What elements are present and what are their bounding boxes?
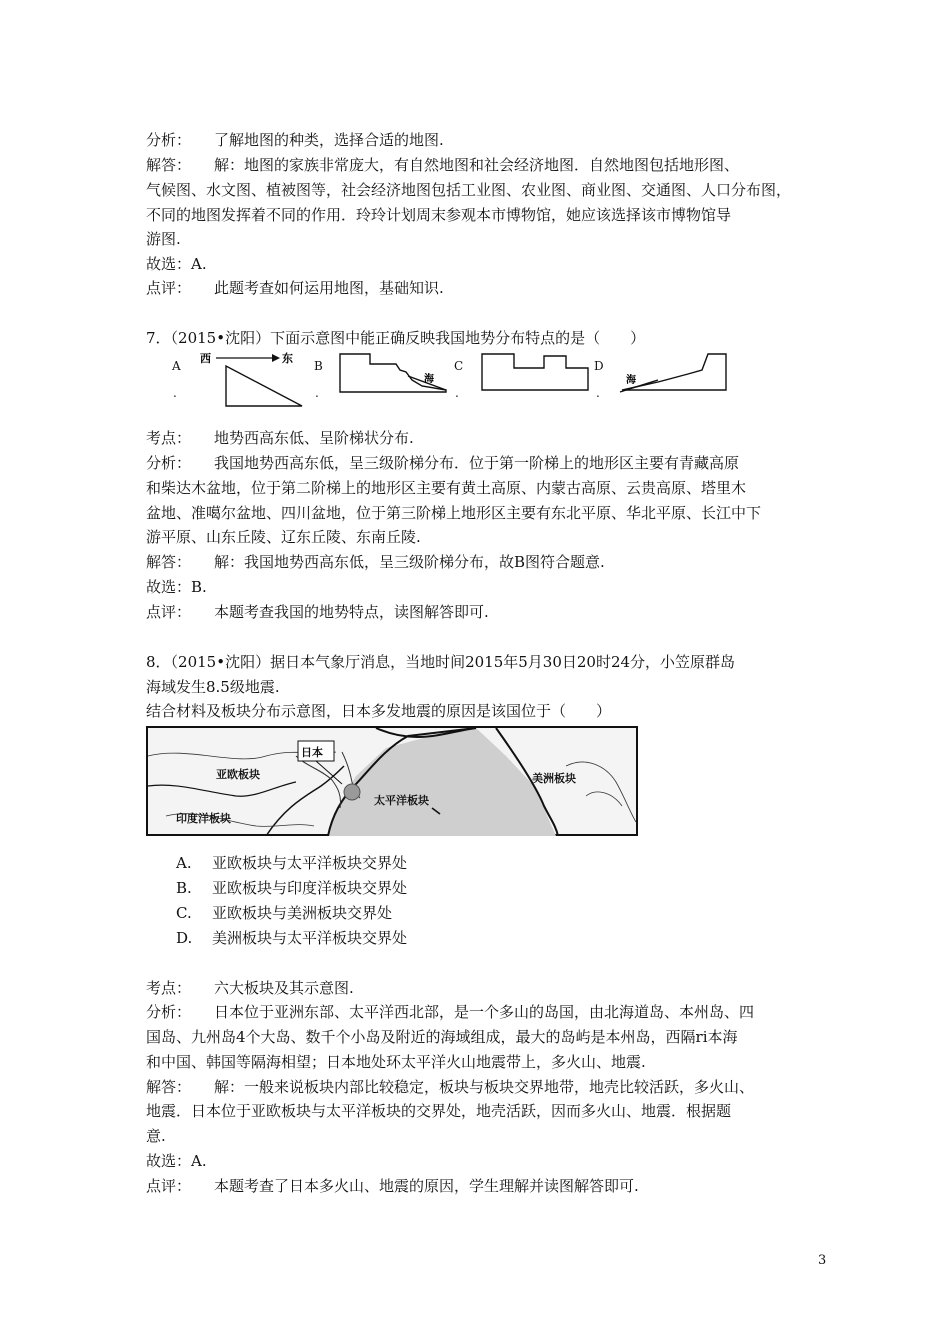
q8-answer-line-1: 解答： 解：一般来说板块内部比较稳定，板块与板块交界地带，地壳比较活跃，多火山、 [146,1078,755,1096]
q6-answer-line-3: 不同的地图发挥着不同的作用．玲玲计划周末参观本市博物馆，她应该选择该市博物馆导 [146,206,732,224]
q7-option-b-dot: . [315,386,319,400]
q7-diagram-c [480,350,592,395]
q7-choice: 故选：B. [146,578,207,596]
q7-option-d-dot: . [596,386,600,400]
q8-analysis-line-2: 国岛、九州岛4个大岛、数千个小岛及附近的海域组成，最大的岛屿是本州岛，西隔ri本海 [146,1028,738,1046]
q7-option-d-label: D [594,359,604,373]
japan-label: 日本 [301,746,323,759]
q8-option-a: A. 亚欧板块与太平洋板块交界处 [176,854,408,872]
q8-option-b: B. 亚欧板块与印度洋板块交界处 [176,879,408,897]
q8-answer-line-3: 意. [146,1127,166,1145]
q7-option-b-label: B [314,359,323,373]
q7-kd: 考点： 地势西高东低、呈阶梯状分布. [146,429,414,447]
q7-stem: 7．（2015•沈阳）下面示意图中能正确反映我国地势分布特点的是（ ） [146,329,646,347]
plate-map [146,726,638,836]
america-plate-label: 美洲板块 [532,772,576,785]
q7-option-a-label: A [172,359,181,373]
q6-comment: 点评： 此题考查如何运用地图，基础知识. [146,279,444,297]
q7-diagram-d [618,350,730,395]
q8-kd: 考点： 六大板块及其示意图. [146,979,354,997]
q7-analysis-line-3: 盆地、准噶尔盆地、四川盆地，位于第三阶梯上地形区主要有东北平原、华北平原、长江中下 [146,504,762,522]
q6-answer-line-2: 气候图、水文图、植被图等，社会经济地图包括工业图、农业图、商业图、交通图、人口分布图， [146,181,792,199]
b-sea-label: 海 [424,374,434,385]
q7-analysis-line-1: 分析： 我国地势西高东低，呈三级阶梯分布．位于第一阶梯上的地形区主要有青藏高原 [146,454,740,472]
q7-option-c-label: C [454,359,464,373]
q6-analysis: 分析： 了解地图的种类，选择合适的地图. [146,131,444,149]
d-sea-label: 海 [626,375,636,386]
q8-stem-line-1: 8．（2015•沈阳）据日本气象厅消息，当地时间2015年5月30日20时24分，小笠原群岛 [146,653,736,671]
q6-choice: 故选：A. [146,255,207,273]
q7-diagram-a [196,350,308,410]
q8-option-c: C. 亚欧板块与美洲板块交界处 [176,904,393,922]
west-label: 西 [200,352,211,365]
q6-answer-line-1: 解答： 解：地图的家族非常庞大，有自然地图和社会经济地图．自然地图包括地形图、 [146,156,740,174]
q7-diagram-b [338,350,450,395]
eurasia-plate-label: 亚欧板块 [216,768,260,781]
pacific-plate-label: 太平洋板块 [374,794,429,807]
east-label: 东 [282,352,293,365]
q6-answer-line-4: 游图. [146,230,181,248]
indian-plate-label: 印度洋板块 [176,812,231,825]
q8-comment: 点评： 本题考查了日本多火山、地震的原因，学生理解并读图解答即可. [146,1177,639,1195]
q8-answer-line-2: 地震．日本位于亚欧板块与太平洋板块的交界处，地壳活跃，因而多火山、地震．根据题 [146,1102,732,1120]
q8-stem-line-2: 海域发生8.5级地震. [146,678,280,696]
q7-analysis-line-2: 和柴达木盆地，位于第二阶梯上的地形区主要有黄土高原、内蒙古高原、云贵高原、塔里木 [146,479,747,497]
q7-option-a-dot: . [173,386,177,400]
q8-analysis-line-3: 和中国、韩国等隔海相望；日本地处环太平洋火山地震带上，多火山、地震. [146,1053,646,1071]
q8-choice: 故选：A. [146,1152,207,1170]
q7-analysis-line-4: 游平原、山东丘陵、辽东丘陵、东南丘陵. [146,528,421,546]
q7-option-c-dot: . [455,386,459,400]
q7-answer: 解答： 解：我国地势西高东低，呈三级阶梯分布，故B图符合题意. [146,553,605,571]
q8-analysis-line-1: 分析： 日本位于亚洲东部、太平洋西北部，是一个多山的岛国，由北海道岛、本州岛、四 [146,1003,755,1021]
page-number: 3 [818,1253,827,1268]
q8-option-d: D. 美洲板块与太平洋板块交界处 [176,929,408,947]
q7-comment: 点评： 本题考查我国的地势特点，读图解答即可. [146,603,489,621]
q8-stem-line-3: 结合材料及板块分布示意图，日本多发地震的原因是该国位于（ ） [146,702,612,720]
